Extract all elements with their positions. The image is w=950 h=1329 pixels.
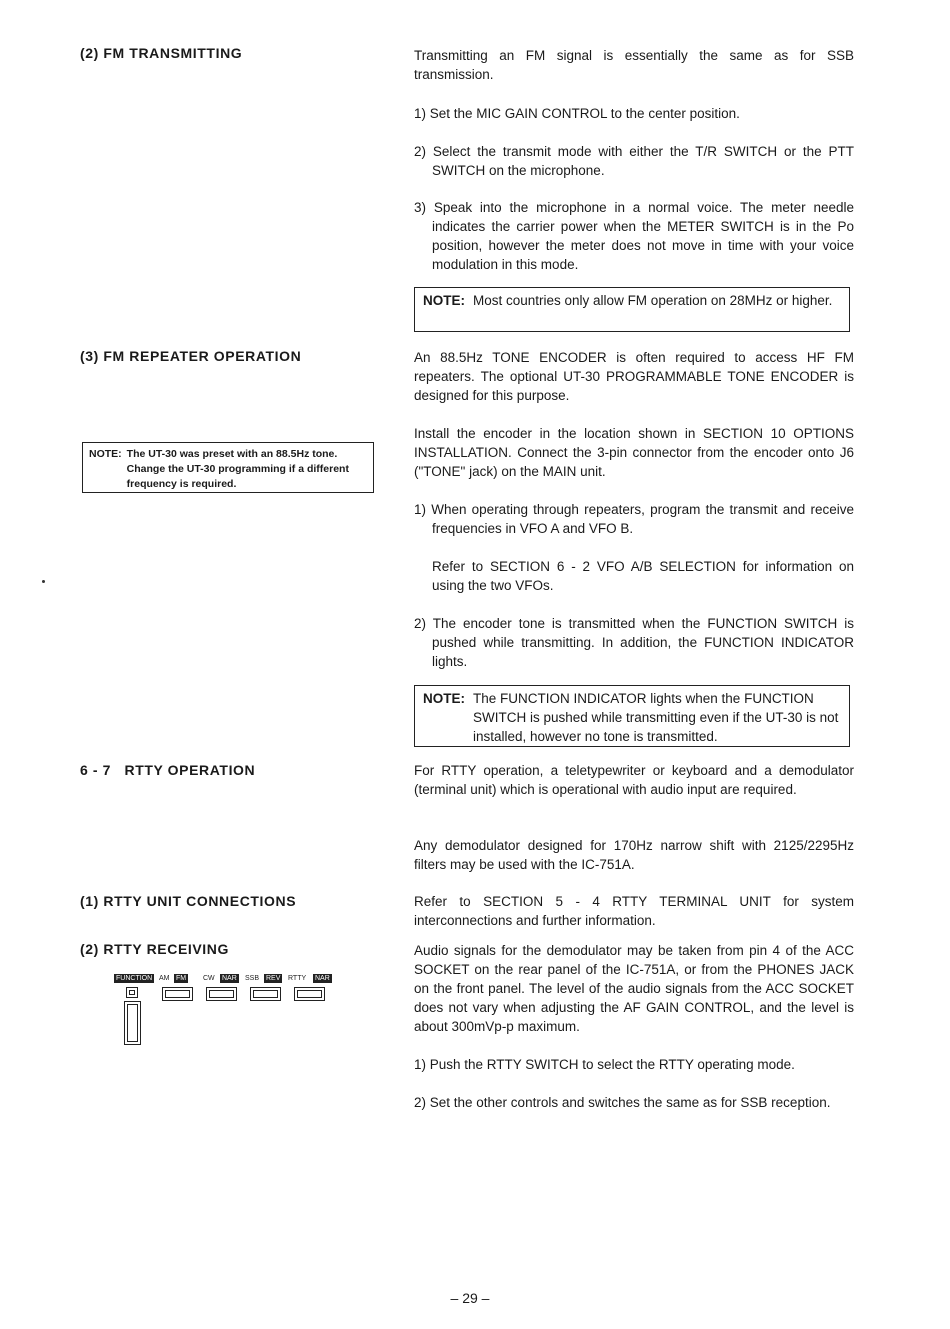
heading-rtty-receiving: (2) RTTY RECEIVING xyxy=(80,941,230,957)
rtty-nar-label: NAR xyxy=(315,975,330,982)
rtty-receiving-p1: Audio signals for the demodulator may be taken from pin 4 of the ACC SOCKET on the rear panel of the IC-751A, or from the PHONES JACK on the front panel. The level of the audio signals from the ACC SOCKET does not vary when adjusting the AF GAIN CONTROL, and the level is about 300mVp-p maximum. xyxy=(414,943,854,1034)
function-switch[interactable] xyxy=(124,1001,141,1045)
fm-repeater-install: Install the encoder in the location shown in SECTION 10 OPTIONS INSTALLATION. Connect the 3-pin connector from the encoder onto J6 ("TONE" jack) on the MAIN unit. xyxy=(414,426,854,479)
ssb-button[interactable] xyxy=(250,987,281,1001)
note-text: The FUNCTION INDICATOR lights when the FUNCTION SWITCH is pushed while transmitting even if the UT-30 is not installed, however no tone is transmitted. xyxy=(473,691,839,744)
note-ut30-preset xyxy=(82,442,374,493)
rtty-label: RTTY xyxy=(288,975,307,982)
cw-label: CW xyxy=(203,975,215,982)
note-fm-28mhz xyxy=(414,287,850,332)
fm-repeater-step-1: 1) When operating through repeaters, program the transmit and receive frequencies in VFO A and VFO B. xyxy=(414,502,854,536)
function-indicator xyxy=(126,987,138,998)
note-label: NOTE: xyxy=(423,293,465,308)
side-note-text: The UT-30 was preset with an 88.5Hz tone. Change the UT-30 programming if a different frequency is required. xyxy=(126,448,349,490)
ssb-rev-label: REV xyxy=(266,975,281,982)
fm-repeater-step-1-refer: Refer to SECTION 6 - 2 VFO A/B SELECTION for information on using the two VFOs. xyxy=(432,559,854,593)
fm-repeater-step-2: 2) The encoder tone is transmitted when the FUNCTION SWITCH is pushed while transmitting. In addition, the FUNCTION INDICATOR lights. xyxy=(414,616,854,669)
cw-button[interactable] xyxy=(206,987,237,1001)
page-number: – 29 – xyxy=(450,1290,490,1306)
heading-rtty-connections: (1) RTTY UNIT CONNECTIONS xyxy=(80,893,297,909)
heading-fm-transmitting: (2) FM TRANSMITTING xyxy=(80,45,243,61)
fm-transmitting-intro: Transmitting an FM signal is essentially the same as for SSB transmission. xyxy=(414,48,854,82)
cw-nar-label: NAR xyxy=(222,975,237,982)
heading-fm-repeater: (3) FM REPEATER OPERATION xyxy=(80,348,302,364)
note-text: Most countries only allow FM operation on 28MHz or higher. xyxy=(473,293,833,308)
side-note-label: NOTE: xyxy=(89,448,122,460)
fm-transmitting-step-3: 3) Speak into the microphone in a normal voice. The meter needle indicates the carrier power when the METER SWITCH is in the Po position, however the meter does not move in time with your voice modulation in this mode. xyxy=(414,200,854,272)
stray-mark xyxy=(42,580,45,583)
rtty-p1: For RTTY operation, a teletypewriter or keyboard and a demodulator (terminal unit) which is operational with audio input are required. xyxy=(414,763,854,797)
fm-transmitting-step-2: 2) Select the transmit mode with either the T/R SWITCH or the PTT SWITCH on the microphone. xyxy=(414,144,854,178)
rtty-connections-text: Refer to SECTION 5 - 4 RTTY TERMINAL UNIT for system interconnections and further information. xyxy=(414,894,854,928)
am-fm-button[interactable] xyxy=(162,987,193,1001)
fm-label: FM xyxy=(176,975,187,982)
rtty-receiving-step-2: 2) Set the other controls and switches the same as for SSB reception. xyxy=(414,1095,831,1110)
note-function-indicator xyxy=(414,685,850,747)
ssb-label: SSB xyxy=(245,975,260,982)
note-label: NOTE: xyxy=(423,691,465,706)
mode-switch-panel xyxy=(114,971,354,1046)
rtty-button[interactable] xyxy=(294,987,325,1001)
rtty-receiving-step-1: 1) Push the RTTY SWITCH to select the RTTY operating mode. xyxy=(414,1057,795,1072)
fm-repeater-intro: An 88.5Hz TONE ENCODER is often required to access HF FM repeaters. The optional UT-30 PROGRAMMABLE TONE ENCODER is designed for this purpose. xyxy=(414,350,854,403)
rtty-p2: Any demodulator designed for 170Hz narrow shift with 2125/2295Hz filters may be used with the IC-751A. xyxy=(414,838,854,872)
function-label: FUNCTION xyxy=(116,975,153,982)
heading-rtty-operation: 6 - 7 RTTY OPERATION xyxy=(80,762,256,778)
fm-transmitting-step-1: 1) Set the MIC GAIN CONTROL to the center position. xyxy=(414,106,740,121)
am-label: AM xyxy=(159,975,170,982)
